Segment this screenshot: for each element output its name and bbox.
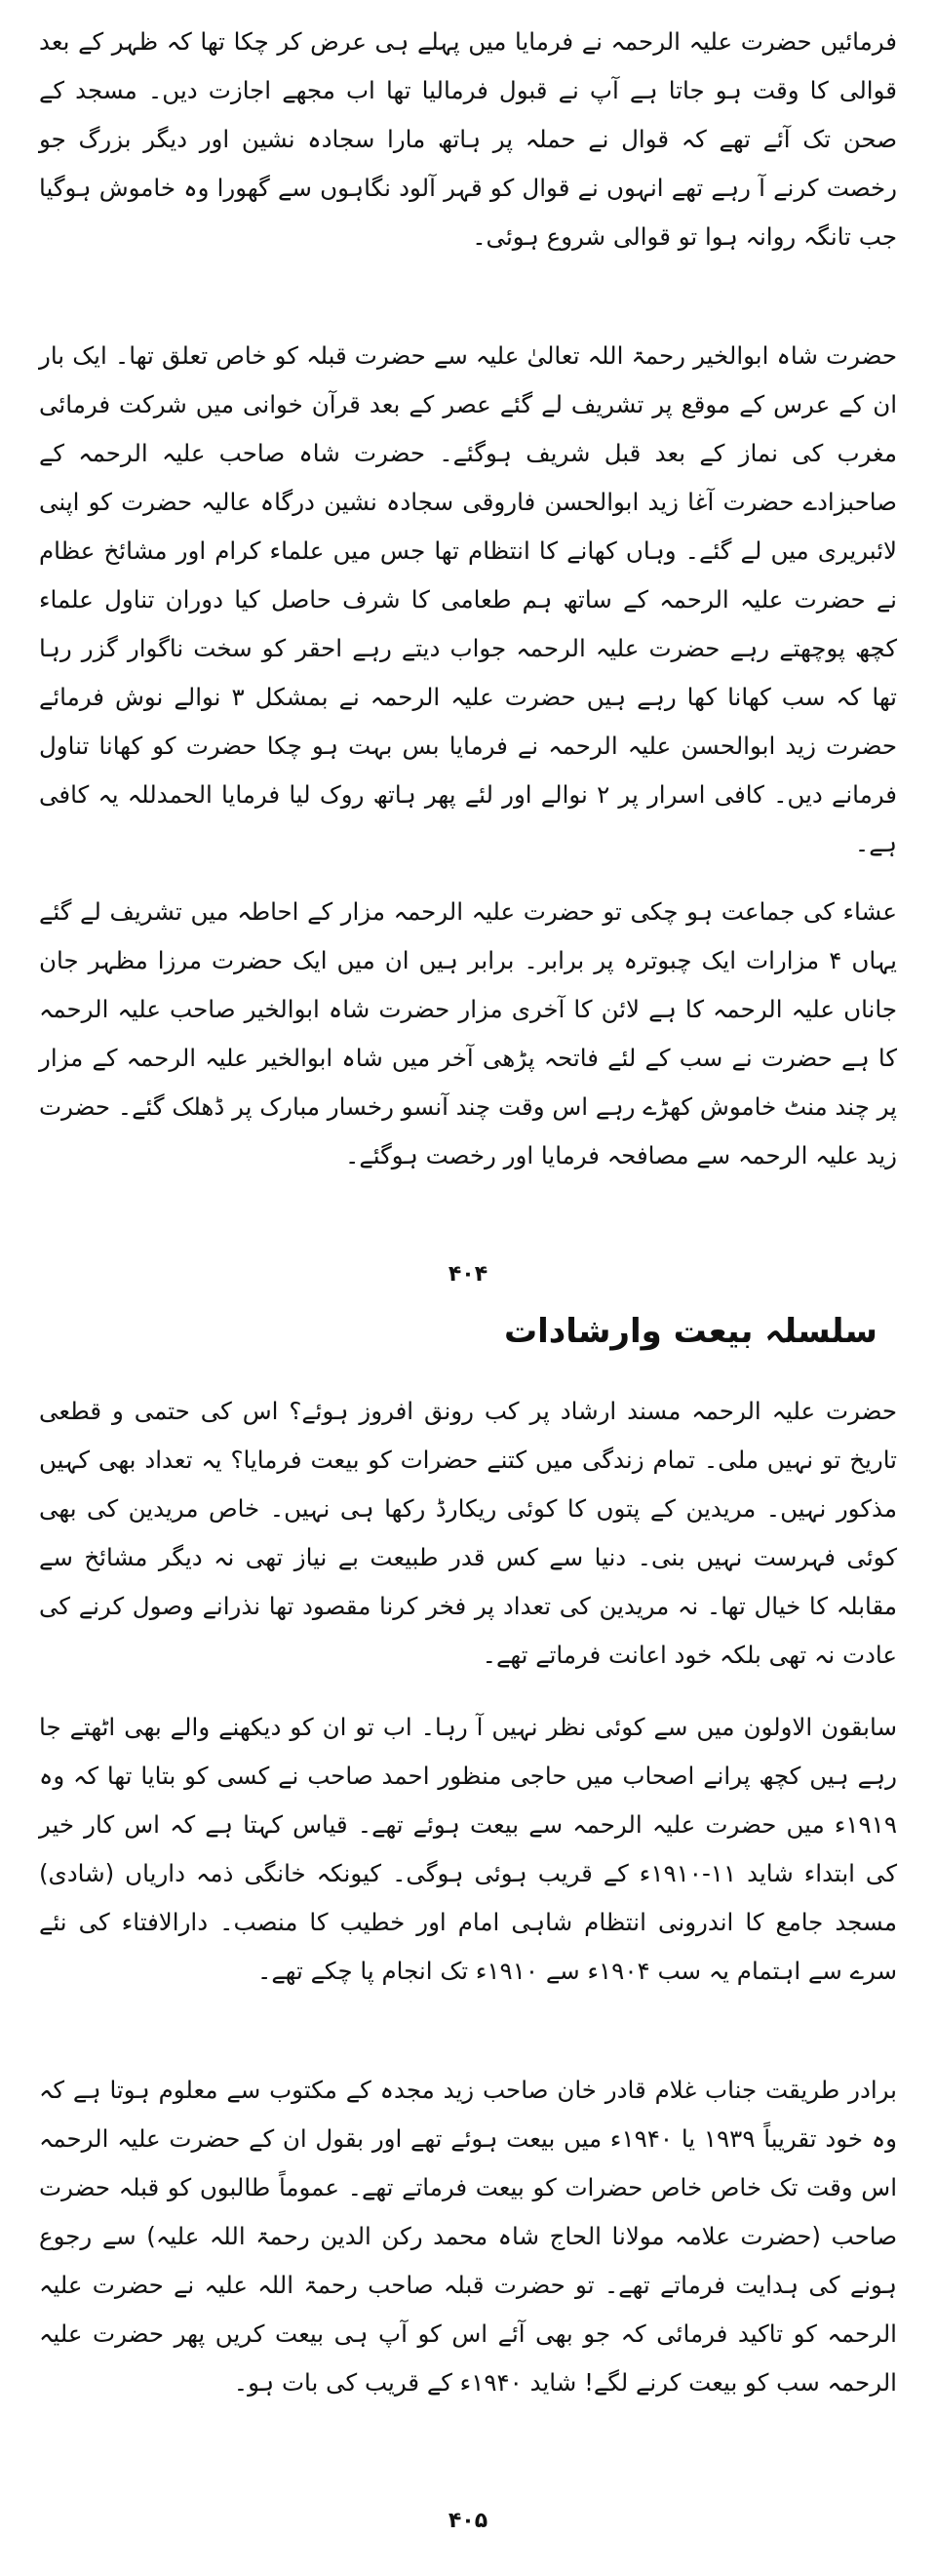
paragraph-6: برادر طریقت جناب غلام قادر خان صاحب زید مجدہ کے مکتوب سے معلوم ہوتا ہے کہ وہ خود تقریباً ۱۹۳۹ یا ۱۹۴۰ء میں بیعت ہوئے تھے اور بقول ان کے حضرت علیہ الرحمہ اس وقت تک خاص خاص حضرات کو بیعت فرماتے تھے۔ عموماً طالبوں کو قبلہ حضرت صاحب (حضرت علامہ مولانا الحاج شاہ محمد رکن الدین رحمۃ اللہ علیہ) سے رجوع ہونے کی ہدایت فرماتے تھے۔ تو حضرت قبلہ صاحب رحمۃ اللہ علیہ نے حضرت علیہ الرحمہ کو تاکید فرمائی کہ جو بھی آئے اس کو آپ ہی بیعت کریں پھر حضرت علیہ الرحمہ سب کو بیعت کرنے لگے! شاید ۱۹۴۰ء کے قریب کی بات ہو۔ [39,2076,898,2397]
paragraph-1: فرمائیں حضرت علیہ الرحمہ نے فرمایا میں پہلے ہی عرض کر چکا تھا کہ ظہر کے بعد قوالی کا وقت ہو جاتا ہے آپ نے قبول فرمالیا تھا اب مجھے اجازت دیں۔ مسجد کے صحن تک آئے تھے کہ قوال نے حملہ پر ہاتھ مارا سجادہ نشین اور دیگر بزرگ جو رخصت کرنے آ رہے تھے انہوں نے قوال کو قہر آلود نگاہوں سے گھورا وہ خاموش ہوگیا جب تانگہ روانہ ہوا تو قوالی شروع ہوئی۔ [39,27,897,251]
paragraph-3: عشاء کی جماعت ہو چکی تو حضرت علیہ الرحمہ مزار کے احاطہ میں تشریف لے گئے یہاں ۴ مزارات ایک چبوترہ پر برابر۔ برابر ہیں ان میں ایک حضرت مرزا مظہر جان جاناں علیہ الرحمہ کا ہے لائن کا آخری مزار حضرت شاہ ابوالخیر صاحب علیہ الرحمہ کا ہے حضرت نے سب کے لئے فاتحہ پڑھی آخر میں شاہ ابوالخیر علیہ الرحمہ کے مزار پر چند منٹ خاموش کھڑے رہے اس وقت چند آنسو رخسار مبارک پر ڈھلک گئے۔ حضرت زید علیہ الرحمہ سے مصافحہ فرمایا اور رخصت ہوگئے۔ [39,897,897,1169]
page-number: ۴۰۵ [448,2509,488,2533]
paragraph-4: حضرت علیہ الرحمہ مسند ارشاد پر کب رونق افروز ہوئے؟ اس کی حتمی و قطعی تاریخ تو نہیں ملی۔ تمام زندگی میں کتنے حضرات کو بیعت فرمایا؟ یہ تعداد بھی کہیں مذکور نہیں۔ مریدین کے پتوں کا کوئی ریکارڈ رکھا ہی نہیں۔ خاص مریدین کی بھی کوئی فہرست نہیں بنی۔ دنیا سے کس قدر طبیعت بے نیاز تھی نہ دیگر مشائخ سے مقابلہ کا خیال تھا۔ نہ مریدین کی تعداد پر فخر کرنا مقصود تھا نذرانے وصول کرنے کی عادت نہ تھی بلکہ خود اعانت فرماتے تھے۔ [39,1397,897,1669]
paragraph-2: حضرت شاہ ابوالخیر رحمۃ اللہ تعالیٰ علیہ سے حضرت قبلہ کو خاص تعلق تھا۔ ایک بار ان کے عرس کے موقع پر تشریف لے گئے عصر کے بعد قرآن خوانی میں شرکت فرمائی مغرب کی نماز کے بعد قبل شریف ہوگئے۔ حضرت شاہ صاحب علیہ الرحمہ کے صاحبزادے حضرت آغا زید ابوالحسن فاروقی سجادہ نشین درگاہ عالیہ حضرت کو اپنی لائبریری میں لے گئے۔ وہاں کھانے کا انتظام تھا جس میں علماء کرام اور مشائخ عظام نے حضرت علیہ الرحمہ کے ساتھ ہم طعامی کا شرف حاصل کیا دوران تناول علماء کچھ پوچھتے رہے حضرت علیہ الرحمہ جواب دیتے رہے احقر کو سخت ناگوار گزر رہا تھا کہ سب کھانا کھا رہے ہیں حضرت علیہ الرحمہ نے بمشکل ۳ نوالے نوش فرمائے حضرت زید ابوالحسن علیہ الرحمہ نے فرمایا بس بہت ہو چکا حضرت کو کھانا تناول فرمانے دیں۔ کافی اسرار پر ۲ نوالے اور لئے پھر ہاتھ روک لیا فرمایا الحمدللہ یہ کافی ہے۔ [39,341,897,857]
paragraph-5: سابقون الاولون میں سے کوئی نظر نہیں آ رہا۔ اب تو ان کو دیکھنے والے بھی اٹھتے جا رہے ہیں کچھ پرانے اصحاب میں حاجی منظور احمد صاحب نے کسی کو بتایا تھا کہ وہ ۱۹۱۹ء میں حضرت علیہ الرحمہ سے بیعت ہوئے تھے۔ قیاس کہتا ہے کہ اس کار خیر کی ابتداء شاید ۱۱-۱۹۱۰ء کے قریب ہوئی ہوگی۔ کیونکہ خانگی ذمہ داریاں (شادی) مسجد جامع کا اندرونی انتظام شاہی امام اور خطیب کا منصب۔ دارالافتاء کی نئے سرے سے اہتمام یہ سب ۱۹۰۴ء سے ۱۹۱۰ء تک انجام پا چکے تھے۔ [39,1713,898,1985]
section-heading: سلسلہ بیعت وارشادات [503,1312,878,1351]
page-number: ۴۰۴ [448,1262,488,1287]
